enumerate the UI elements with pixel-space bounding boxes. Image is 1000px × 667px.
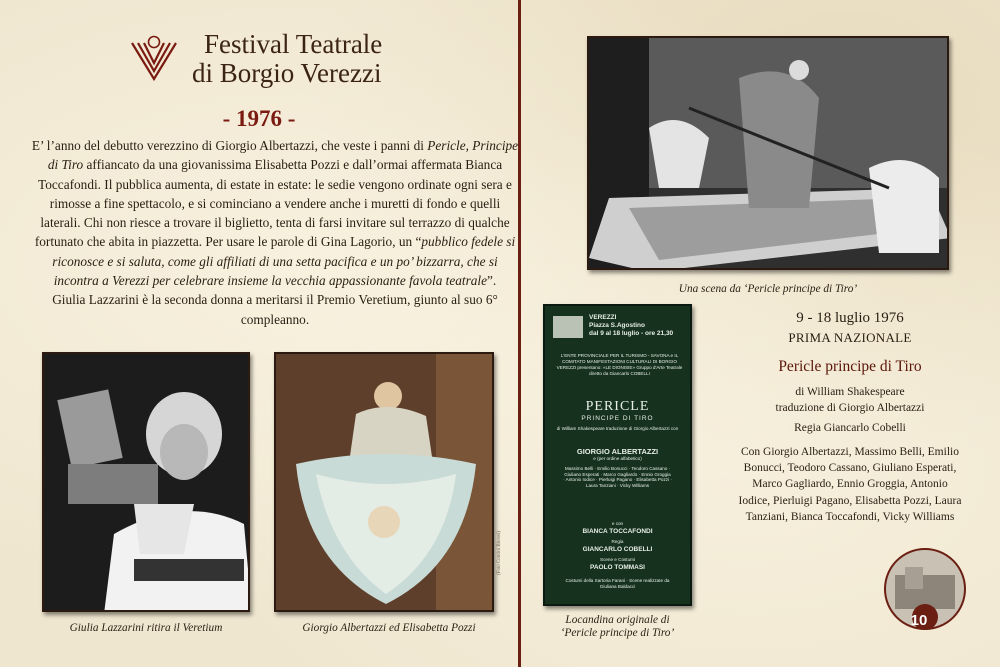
caption-lazzarini: Giulia Lazzarini ritira il Veretium <box>69 622 223 634</box>
poster-subtitle: PRINCIPE DI TIRO <box>581 415 654 422</box>
photo-scene <box>587 36 949 270</box>
intro-text <box>30 136 520 329</box>
caption-poster <box>543 614 692 640</box>
photo-albertazzi-image <box>276 354 494 612</box>
poster-presenters: L'ENTE PROVINCIALE PER IL TURISMO - SAVONA e IL COMITATO MANIFESTAZIONI CULTURALI DI BORGIO VEREZZI presentano: «LE DIONISIE» Gruppo d'Arte Teatrale diretto da Giancarlo COBELLI <box>556 353 683 376</box>
poster-scene: Scene e Costumi <box>600 557 635 562</box>
caption-scene: Una scena da ‘Pericle principe di Tiro’ <box>678 283 858 295</box>
poster-cast: Massimo Belli · Emilio Bonucci · Teodoro Cassano · Giuliano Esperati · Marco Gagliardo · Ennio Groggia · Antonio Iodice · Pierluigi Pagano · Elisabetta Pozzi · Laura Tanziani · Vicky Williams <box>563 466 672 488</box>
intro-p3: ”. <box>487 273 497 289</box>
original-poster <box>543 304 692 606</box>
poster-footer: Costumi della Sartoria Farani · Scene realizzate da Giuliana Baldacci <box>565 578 670 589</box>
poster-place-l2: Piazza S.Agostino <box>589 322 645 329</box>
photo-lazzarini-image <box>44 354 250 612</box>
poster-designer: PAOLO TOMMASI <box>589 564 645 571</box>
production-dates: 9 - 18 luglio 1976 <box>796 310 904 326</box>
photo-scene-image <box>589 38 949 270</box>
intro-play-title: Pericle, Principe di Tiro <box>47 138 519 173</box>
photo-albertazzi-pozzi <box>274 352 494 612</box>
poster-place-l3: dal 9 al 18 luglio - ore 21,30 <box>589 330 674 337</box>
poster-village-image <box>553 316 583 338</box>
poster-director: GIANCARLO COBELLI <box>582 546 653 553</box>
photo-credit: (Foto Contini Bitossi) <box>497 531 502 575</box>
festival-title-line1: Festival Teatrale <box>204 29 383 59</box>
production-translation: traduzione di Giorgio Albertazzi <box>775 402 925 414</box>
poster-star2: BIANCA TOCCAFONDI <box>582 528 653 535</box>
poster-title: PERICLE <box>585 399 650 414</box>
production-play-title: Pericle principe di Tiro <box>778 358 922 375</box>
caption-poster-l2: ‘Pericle principe di Tiro’ <box>560 627 675 639</box>
festival-logo-icon <box>128 33 180 85</box>
poster-order: e (per ordine alfabetico) <box>593 456 642 461</box>
caption-albertazzi-pozzi: Giorgio Albertazzi ed Elisabetta Pozzi <box>302 622 476 634</box>
poster-regia: Regia <box>611 539 624 544</box>
poster-place-l1: VEREZZI <box>589 314 617 321</box>
intro-p4: Giulia Lazzarini è la seconda donna a meritarsi il Premio Veretium, giunto al suo 6° compleanno. <box>52 292 498 327</box>
poster-with: e con <box>611 521 624 526</box>
poster-author: di William Shakespeare traduzione di Giorgio Albertazzi con <box>556 426 679 431</box>
production-author <box>720 384 980 416</box>
intro-p2: affiancato da una giovanissima Elisabetta Pozzi e dall’ormai affermata Bianca Toccafondi. Il pubblica aumenta, di estate in estate: le sedie vengono ordinate ogni sera e rimosse a fine spettacolo, e si cominciano a vendere anche i muretti di fondo e quelli laterali. Chi non riesce a trovare il biglietto, tenta di farsi invitare sul terrazzo di qualche fortunato che abita in piazzetta. Per usare le parole di Gina Lagorio, un “ <box>34 157 512 250</box>
poster-star: GIORGIO ALBERTAZZI <box>576 447 659 456</box>
production-author-line: di William Shakespeare <box>795 386 905 398</box>
intro-p1: E’ l’anno del debutto verezzino di Giorgio Albertazzi, che veste i panni di <box>31 138 428 153</box>
year-heading: - 1976 - <box>222 106 296 131</box>
production-prima: PRIMA NAZIONALE <box>788 330 912 345</box>
production-cast: Con Giorgio Albertazzi, Massimo Belli, Emilio Bonucci, Teodoro Cassano, Giuliano Esperati, Marco Gagliardo, Ennio Groggia, Antonio Iodice, Pierluigi Pagano, Elisabetta Pozzi, Laura Tanziani, Bianca Toccafondi, Vicky Williams <box>738 446 962 523</box>
poster-place <box>589 314 673 338</box>
page-number: 10 <box>910 612 928 629</box>
festival-title <box>192 30 452 88</box>
photo-lazzarini <box>42 352 250 612</box>
center-divider <box>518 0 521 667</box>
festival-title-line2: di Borgio Verezzi <box>192 58 382 88</box>
caption-poster-l1: Locandina originale di <box>565 614 670 626</box>
intro-quote: pubblico fedele si riconosce e si saluta, come gli affiliati di una setta pacifica e un po’ bizzarra, che si incontra a Verezzi per celebrare insieme la vecchia appassionante favola teatrale <box>52 234 516 289</box>
production-regia: Regia Giancarlo Cobelli <box>794 422 906 434</box>
